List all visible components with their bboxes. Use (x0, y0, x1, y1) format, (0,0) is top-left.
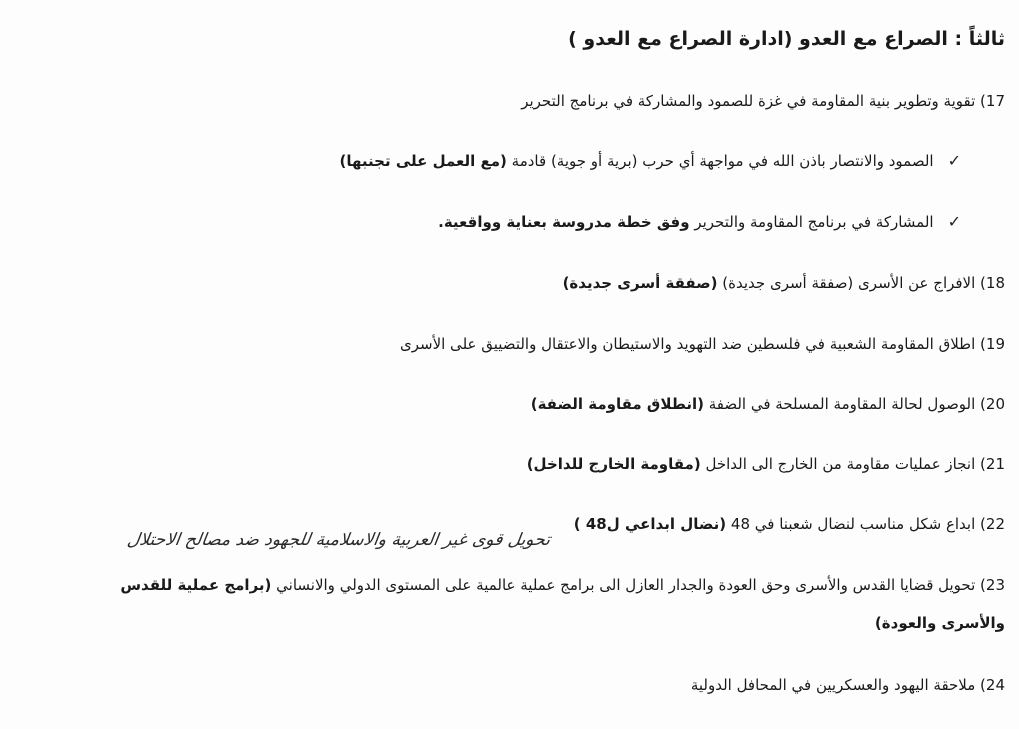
check-item-1 (340, 150, 961, 172)
item-text: 19) اطلاق المقاومة الشعبية في فلسطين ضد التهويد والاستيطان والاعتقال والتضييق على الأسرى (399, 335, 1005, 353)
item-bold-text: (انطلاق مقاومة الضفة) (530, 395, 704, 413)
list-item-22 (574, 513, 1005, 535)
check-bold-text: (مع العمل على تجنبها) (339, 152, 507, 170)
item-text: 17) تقوية وتطوير بنية المقاومة في غزة للصمود والمشاركة في برنامج التحرير (521, 92, 1005, 110)
list-item-21 (527, 453, 1005, 475)
item-bold-text: (صفقة أسرى جديدة) (562, 274, 718, 292)
item-text: 18) الافراج عن الأسرى (صفقة أسرى جديدة) (717, 274, 1005, 292)
item-text: 22) ابداع شكل مناسب لنضال شعبنا في 48 (726, 515, 1005, 533)
list-item-20 (531, 393, 1005, 415)
list-item-17 (521, 90, 1005, 112)
handwritten-note: تحويل قوى غير العربية والاسلامية للجهود ضد مصالح الاحتلال (125, 530, 552, 550)
item-text: 20) الوصول لحالة المقاومة المسلحة في الضفة (703, 395, 1005, 413)
list-item-23-continued (875, 612, 1005, 634)
item-text: 23) تحويل قضايا القدس والأسرى وحق العودة والجدار العازل الى برامج عملية عالمية على المستوى الدولي والانساني (271, 576, 1005, 594)
item-text: 21) انجاز عمليات مقاومة من الخارج الى الداخل (700, 455, 1005, 473)
checkmark-icon: ✓ (947, 212, 961, 231)
list-item-18 (563, 272, 1005, 294)
check-bold-text: وفق خطة مدروسة بعناية وواقعية. (438, 213, 690, 231)
item-bold-text: والأسرى والعودة) (874, 614, 1005, 632)
item-bold-text: (برامج عملية للقدس (120, 576, 272, 594)
checkmark-icon: ✓ (947, 151, 961, 170)
list-item-24 (691, 674, 1005, 696)
check-text: المشاركة في برنامج المقاومة والتحرير (689, 213, 934, 231)
list-item-19 (400, 333, 1005, 355)
section-heading: ثالثاً : الصراع مع العدو (ادارة الصراع مع العدو ) (568, 28, 1005, 50)
item-bold-text: (نضال ابداعي ل48 ) (573, 515, 727, 533)
check-item-2 (438, 211, 961, 233)
list-item-23 (120, 574, 1005, 596)
item-text: 24) ملاحقة اليهود والعسكريين في المحافل الدولية (690, 676, 1005, 694)
check-text: الصمود والانتصار باذن الله في مواجهة أي حرب (برية أو جوية) قادمة (506, 152, 934, 170)
item-bold-text: (مقاومة الخارج للداخل) (526, 455, 701, 473)
